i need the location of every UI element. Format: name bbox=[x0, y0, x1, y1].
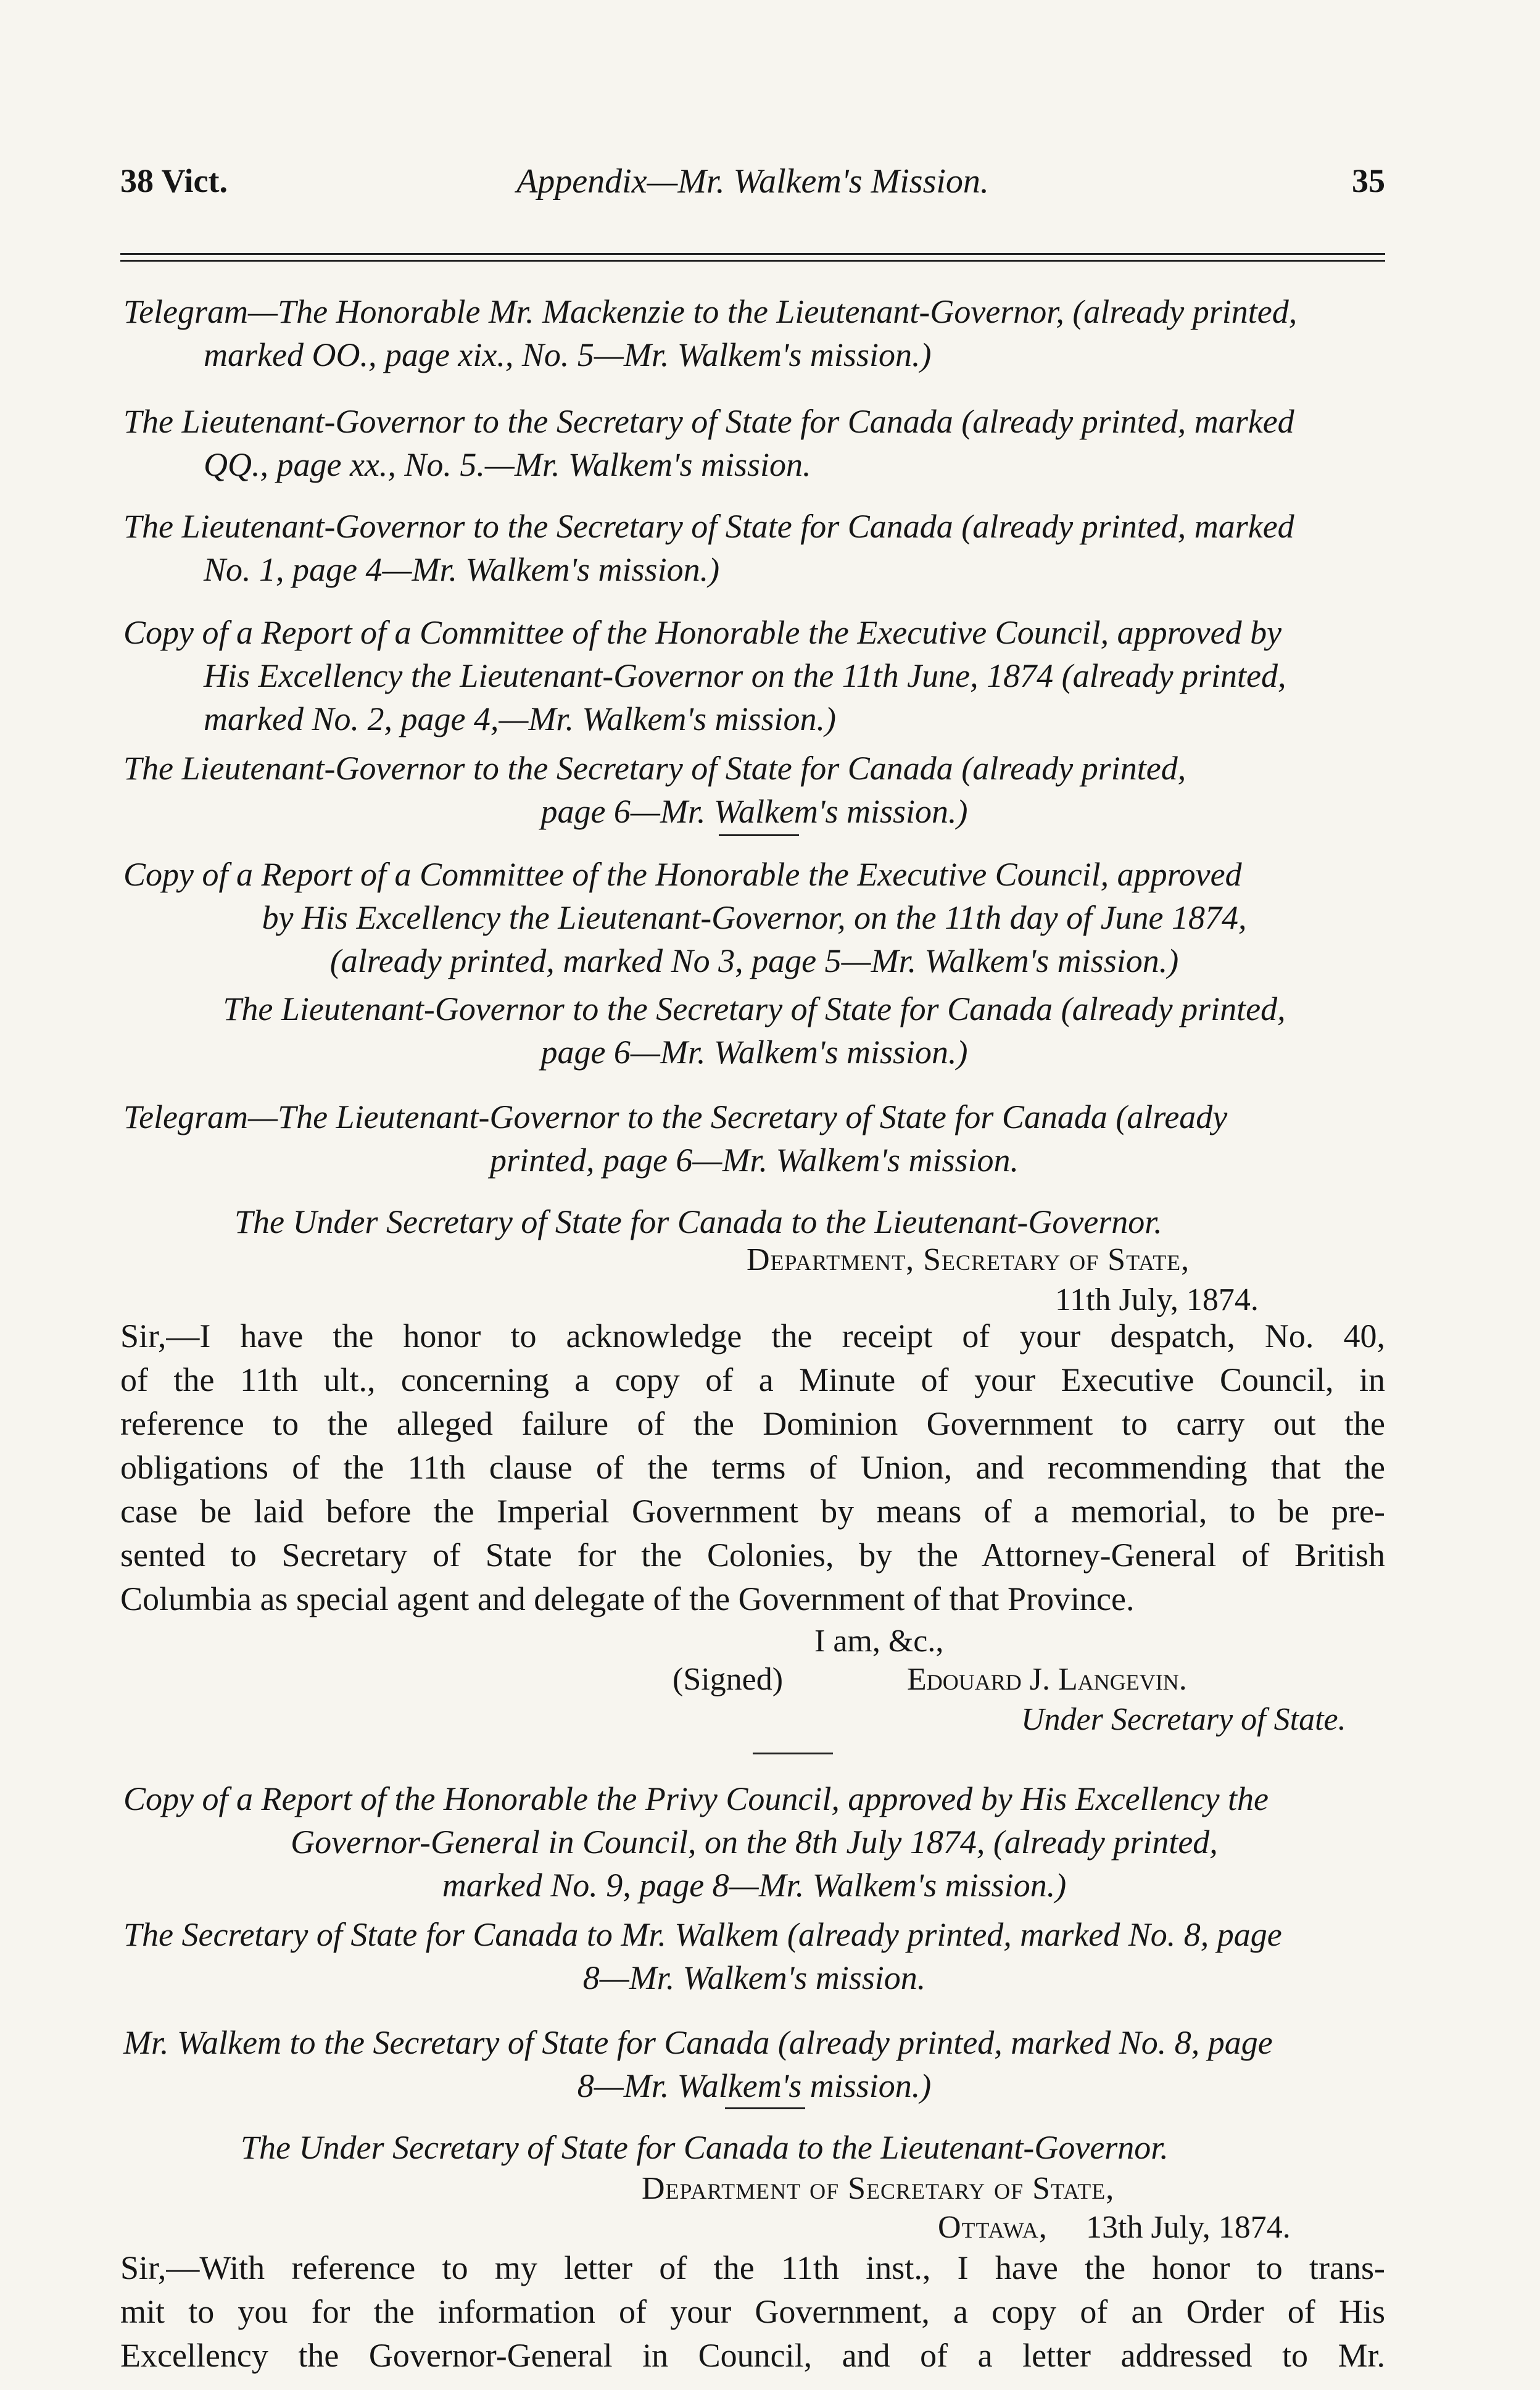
entry-line: Copy of a Report of the Honorable the Privy Council, approved by His Excellency the bbox=[123, 1780, 1269, 1817]
entry-line: page 6—Mr. Walkem's mission.) bbox=[540, 1034, 968, 1071]
entry-line: The Lieutenant-Governor to the Secretary of State for Canada (already printed, bbox=[223, 990, 1286, 1027]
letter-1-signed: (Signed) bbox=[673, 1662, 784, 1697]
entry-line: The Lieutenant-Governor to the Secretary of State for Canada (already printed, marked bbox=[123, 403, 1294, 440]
entry-line: marked OO., page xix., No. 5—Mr. Walkem's mission.) bbox=[204, 336, 932, 373]
letter-1-signer-title: Under Secretary of State. bbox=[1021, 1702, 1346, 1737]
entry-line: printed, page 6—Mr. Walkem's mission. bbox=[489, 1142, 1019, 1179]
entry-line: Copy of a Report of a Committee of the Honorable the Executive Council, approved by bbox=[123, 614, 1282, 651]
letter-1-body bbox=[120, 1314, 1385, 1621]
entry-line: page 6—Mr. Walkem's mission.) bbox=[540, 793, 968, 830]
separator-rule bbox=[753, 1753, 833, 1754]
entry-5 bbox=[123, 747, 1385, 833]
letter-1-heading bbox=[234, 1200, 1382, 1243]
entry-line: by His Excellency the Lieutenant-Governor, on the 11th day of June 1874, bbox=[262, 899, 1247, 936]
separator-rule bbox=[725, 2107, 805, 2109]
page-number: 35 bbox=[1352, 162, 1385, 199]
entry-line: marked No. 2, page 4,—Mr. Walkem's mission.) bbox=[204, 700, 836, 737]
letter-1-department: Department, Secretary of State, bbox=[747, 1242, 1190, 1277]
entry-3 bbox=[123, 505, 1385, 591]
body-line: Excellency the Governor-General in Council, and of a letter addressed to Mr. bbox=[120, 2337, 1385, 2374]
entry-line: QQ., page xx., No. 5.—Mr. Walkem's mission. bbox=[204, 446, 811, 483]
body-line: mit to you for the information of your Government, a copy of an Order of His bbox=[120, 2293, 1385, 2330]
entry-7 bbox=[123, 987, 1385, 1074]
body-line: Columbia as special agent and delegate of the Government of that Province. bbox=[120, 1580, 1135, 1617]
letter-1-closing: I am, &c., bbox=[814, 1624, 944, 1659]
letter-1-signer: Edouard J. Langevin. bbox=[907, 1662, 1187, 1697]
running-title: Appendix—Mr. Walkem's Mission. bbox=[516, 162, 989, 201]
entry-line: The Lieutenant-Governor to the Secretary of State for Canada (already printed, bbox=[123, 750, 1186, 787]
entry-line: His Excellency the Lieutenant-Governor on the 11th June, 1874 (already printed, bbox=[204, 657, 1286, 694]
entry-4 bbox=[123, 611, 1385, 741]
entry-line: The Secretary of State for Canada to Mr. Walkem (already printed, marked No. 8, page bbox=[123, 1916, 1282, 1953]
entry-line: The Lieutenant-Governor to the Secretary of State for Canada (already printed, marked bbox=[123, 508, 1294, 545]
entry-line: Governor-General in Council, on the 8th July 1874, (already printed, bbox=[291, 1824, 1218, 1861]
regnal-year: 38 Vict. bbox=[120, 162, 228, 199]
body-line: Sir,—With reference to my letter of the 11th inst., I have the honor to trans- bbox=[120, 2249, 1385, 2286]
entry-2 bbox=[123, 400, 1385, 486]
entry-1 bbox=[123, 290, 1385, 376]
body-line: Sir,—I have the honor to acknowledge the receipt of your despatch, No. 40, bbox=[120, 1317, 1385, 1355]
letter-2-heading bbox=[241, 2126, 1382, 2169]
entry-9 bbox=[123, 1777, 1385, 1907]
body-line: case be laid before the Imperial Government by means of a memorial, to be pre- bbox=[120, 1493, 1385, 1530]
entry-10 bbox=[123, 1913, 1385, 1999]
entry-line: No. 1, page 4—Mr. Walkem's mission.) bbox=[204, 551, 720, 588]
entry-line: marked No. 9, page 8—Mr. Walkem's mission.) bbox=[442, 1867, 1067, 1904]
entry-line: 8—Mr. Walkem's mission.) bbox=[577, 2067, 932, 2104]
page-header bbox=[120, 162, 1385, 211]
entry-line: (already printed, marked No 3, page 5—Mr. Walkem's mission.) bbox=[329, 942, 1179, 979]
letter-heading-text: The Under Secretary of State for Canada to the Lieutenant-Governor. bbox=[241, 2129, 1169, 2166]
entry-line: Mr. Walkem to the Secretary of State for Canada (already printed, marked No. 8, page bbox=[123, 2024, 1273, 2061]
separator-rule bbox=[719, 834, 799, 836]
entry-line: Telegram—The Honorable Mr. Mackenzie to the Lieutenant-Governor, (already printed, bbox=[123, 293, 1298, 330]
body-line: of the 11th ult., concerning a copy of a Minute of your Executive Council, in bbox=[120, 1361, 1385, 1398]
letter-2-department: Department of Secretary of State, bbox=[642, 2171, 1115, 2206]
body-line: sented to Secretary of State for the Colonies, by the Attorney-General of British bbox=[120, 1537, 1385, 1574]
entry-6 bbox=[123, 853, 1385, 982]
body-line: obligations of the 11th clause of the terms of Union, and recommending that the bbox=[120, 1449, 1385, 1486]
body-line: reference to the alleged failure of the Dominion Government to carry out the bbox=[120, 1405, 1385, 1442]
entry-line: Telegram—The Lieutenant-Governor to the Secretary of State for Canada (already bbox=[123, 1098, 1228, 1135]
header-double-rule bbox=[120, 253, 1385, 262]
letter-2-date: 13th July, 1874. bbox=[1086, 2210, 1291, 2245]
letter-2-place: Ottawa, bbox=[938, 2210, 1048, 2245]
entry-line: 8—Mr. Walkem's mission. bbox=[582, 1959, 926, 1996]
entry-line: Copy of a Report of a Committee of the Honorable the Executive Council, approved bbox=[123, 856, 1242, 893]
letter-1-date: 11th July, 1874. bbox=[1055, 1282, 1259, 1317]
entry-11 bbox=[123, 2021, 1385, 2107]
letter-2-body bbox=[120, 2246, 1385, 2378]
letter-heading-text: The Under Secretary of State for Canada to the Lieutenant-Governor. bbox=[234, 1203, 1162, 1240]
entry-8 bbox=[123, 1095, 1385, 1182]
